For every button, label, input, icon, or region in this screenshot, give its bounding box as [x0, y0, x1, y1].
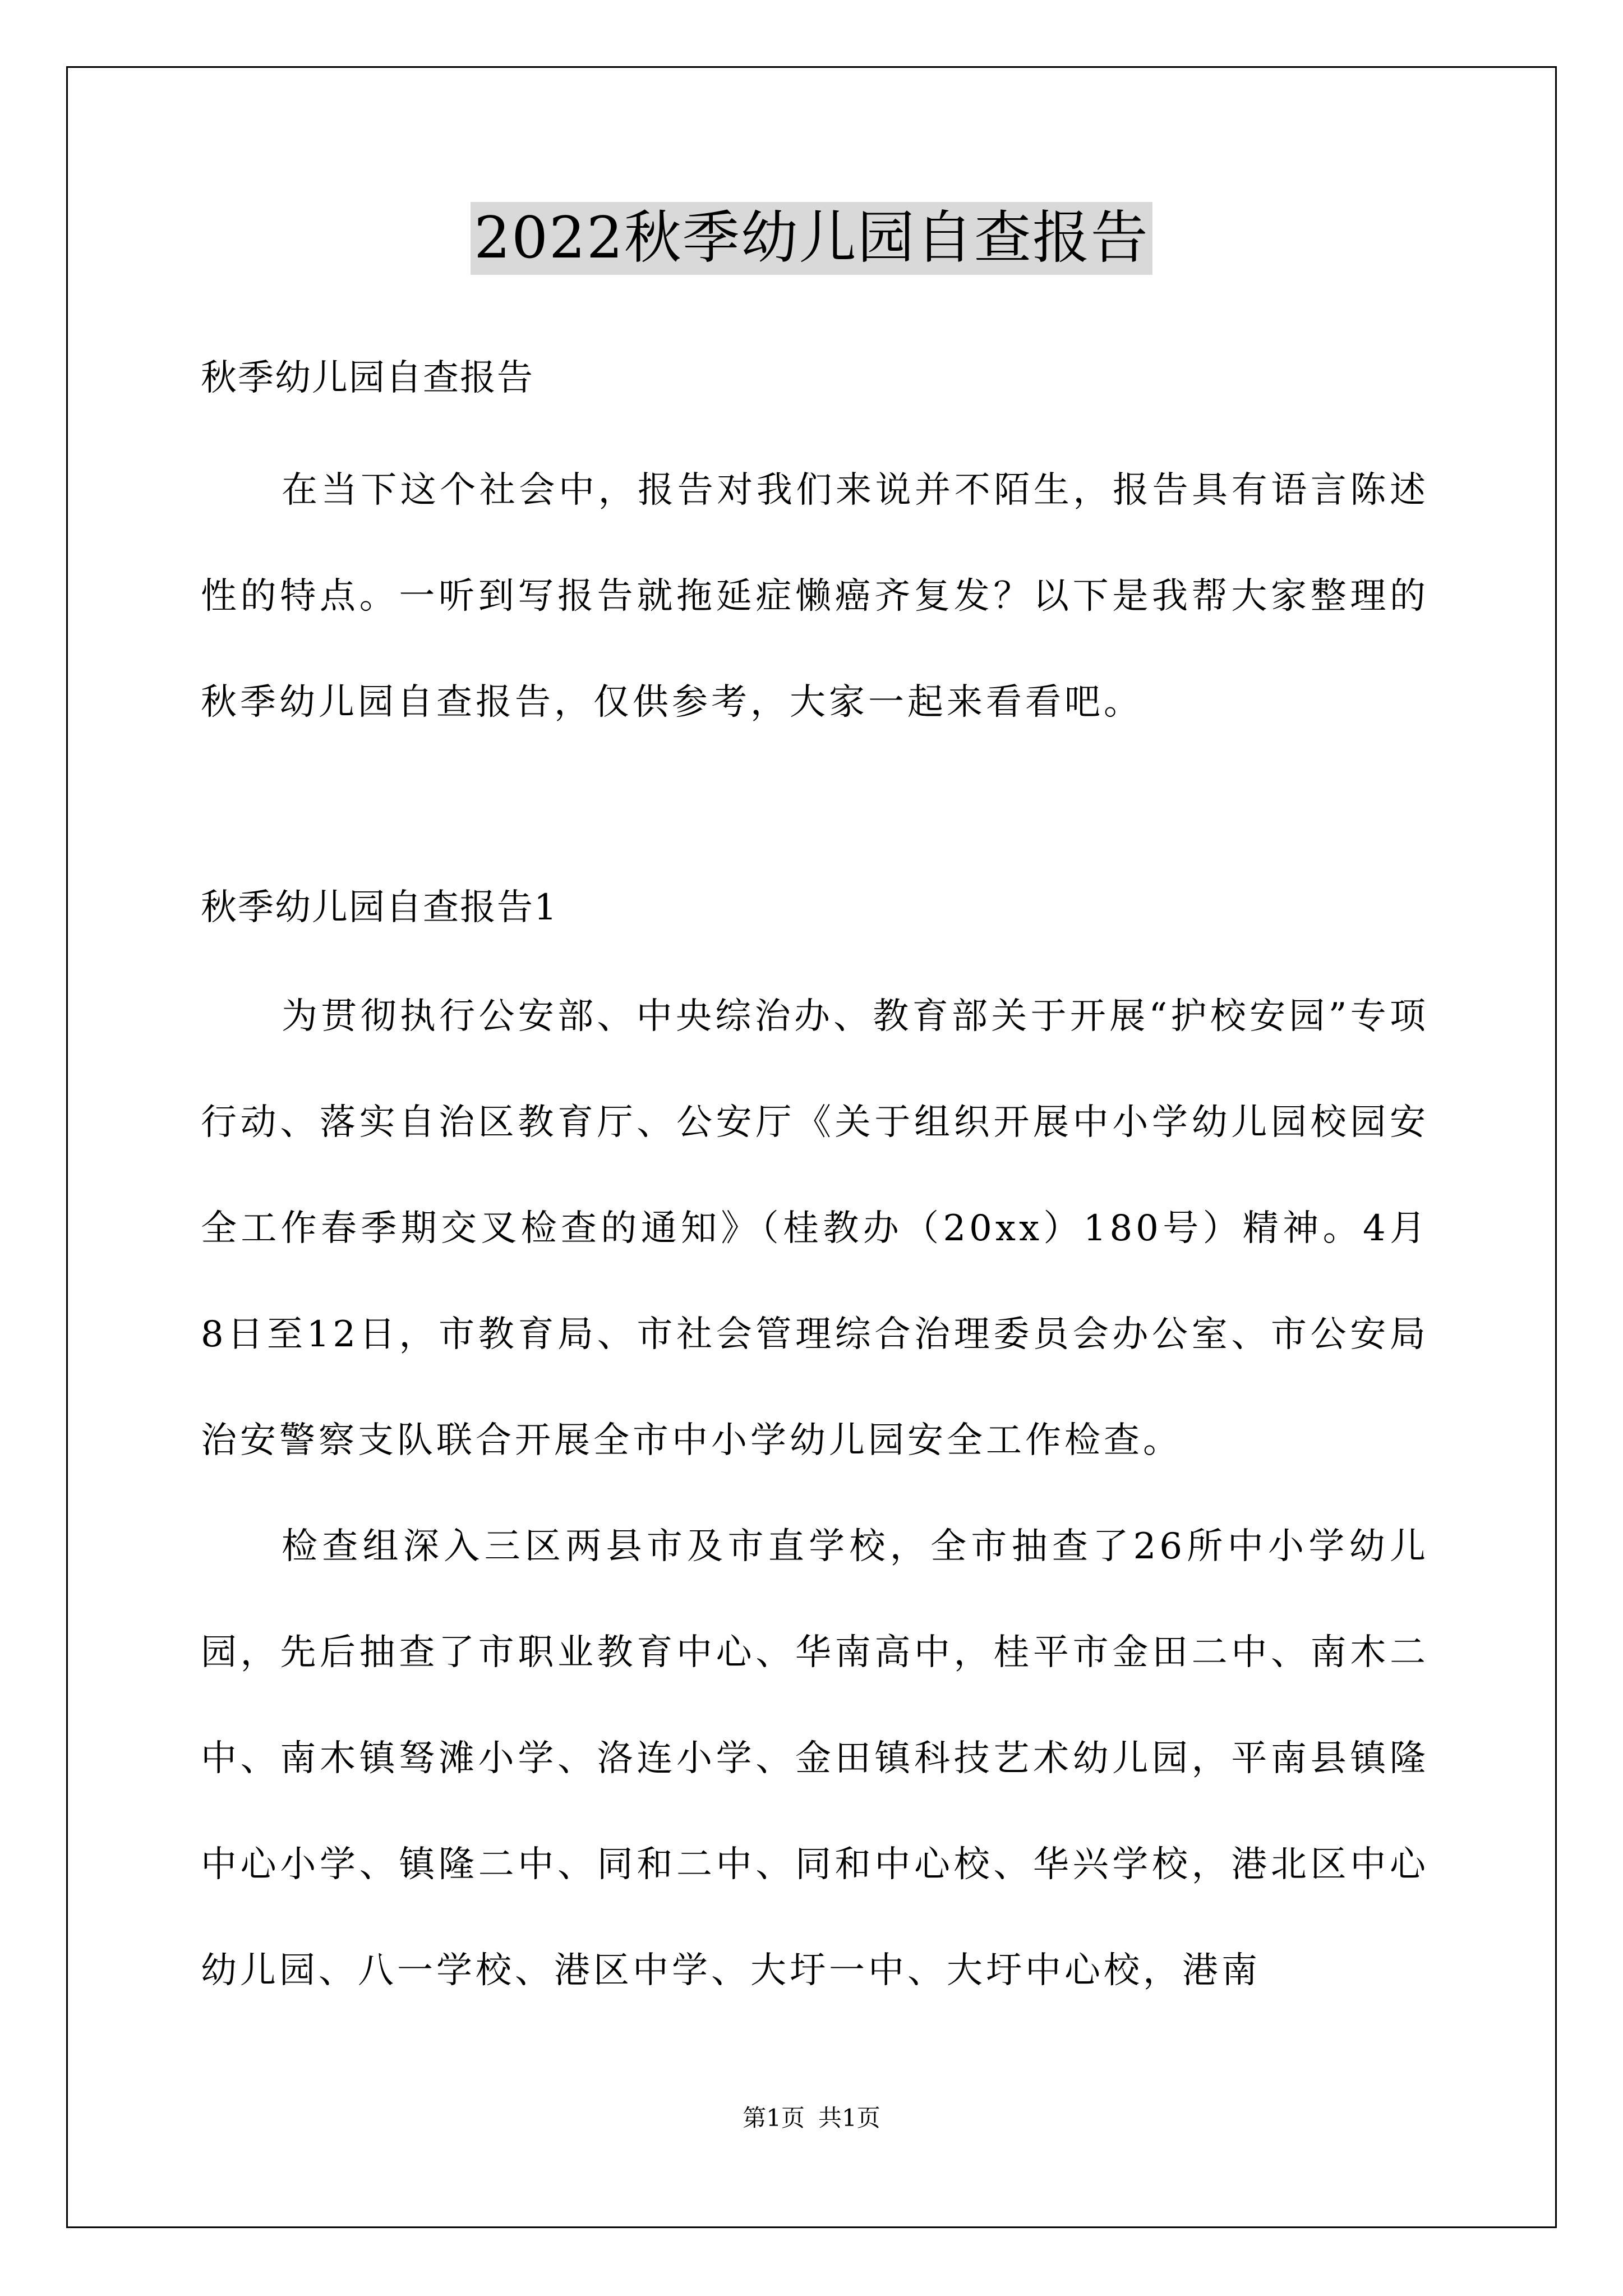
body-paragraph-2: 检查组深入三区两县市及市直学校，全市抽查了26所中小学幼儿园，先后抽查了市职业教育中心、华南高中，桂平市金田二中、南木二中、南木镇驽滩小学、洛连小学、金田镇科技艺术幼儿园，平南县镇隆中心小学、镇隆二中、同和二中、同和中心校、华兴学校，港北区中心幼儿园、八一学校、港区中学、大圩一中、大圩中心校，港南	[201, 1526, 1429, 1991]
body-paragraph-1: 为贯彻执行公安部、中央综治办、教育部关于开展“护校安园”专项行动、落实自治区教育厅、公安厅《关于组织开展中小学幼儿园校园安全工作春季期交叉检查的通知》（桂教办（20xx）180号）精神。4月8日至12日，市教育局、市社会管理综合治理委员会办公室、市公安局治安警察支队联合开展全市中小学幼儿园安全工作检查。	[201, 996, 1429, 1461]
page-total: 共1页	[818, 2104, 880, 2132]
document-subtitle: 秋季幼儿园自查报告	[201, 357, 534, 399]
title-container	[0, 202, 1623, 275]
page-number: 第1页	[743, 2104, 805, 2132]
intro-paragraph: 在当下这个社会中，报告对我们来说并不陌生，报告具有语言陈述性的特点。一听到写报告就拖延症懒癌齐复发？以下是我帮大家整理的秋季幼儿园自查报告，仅供参考，大家一起来看看吧。	[201, 470, 1429, 723]
document-title: 2022秋季幼儿园自查报告	[471, 202, 1152, 275]
page-footer	[0, 2102, 1623, 2134]
section-heading: 秋季幼儿园自查报告1	[201, 887, 558, 928]
